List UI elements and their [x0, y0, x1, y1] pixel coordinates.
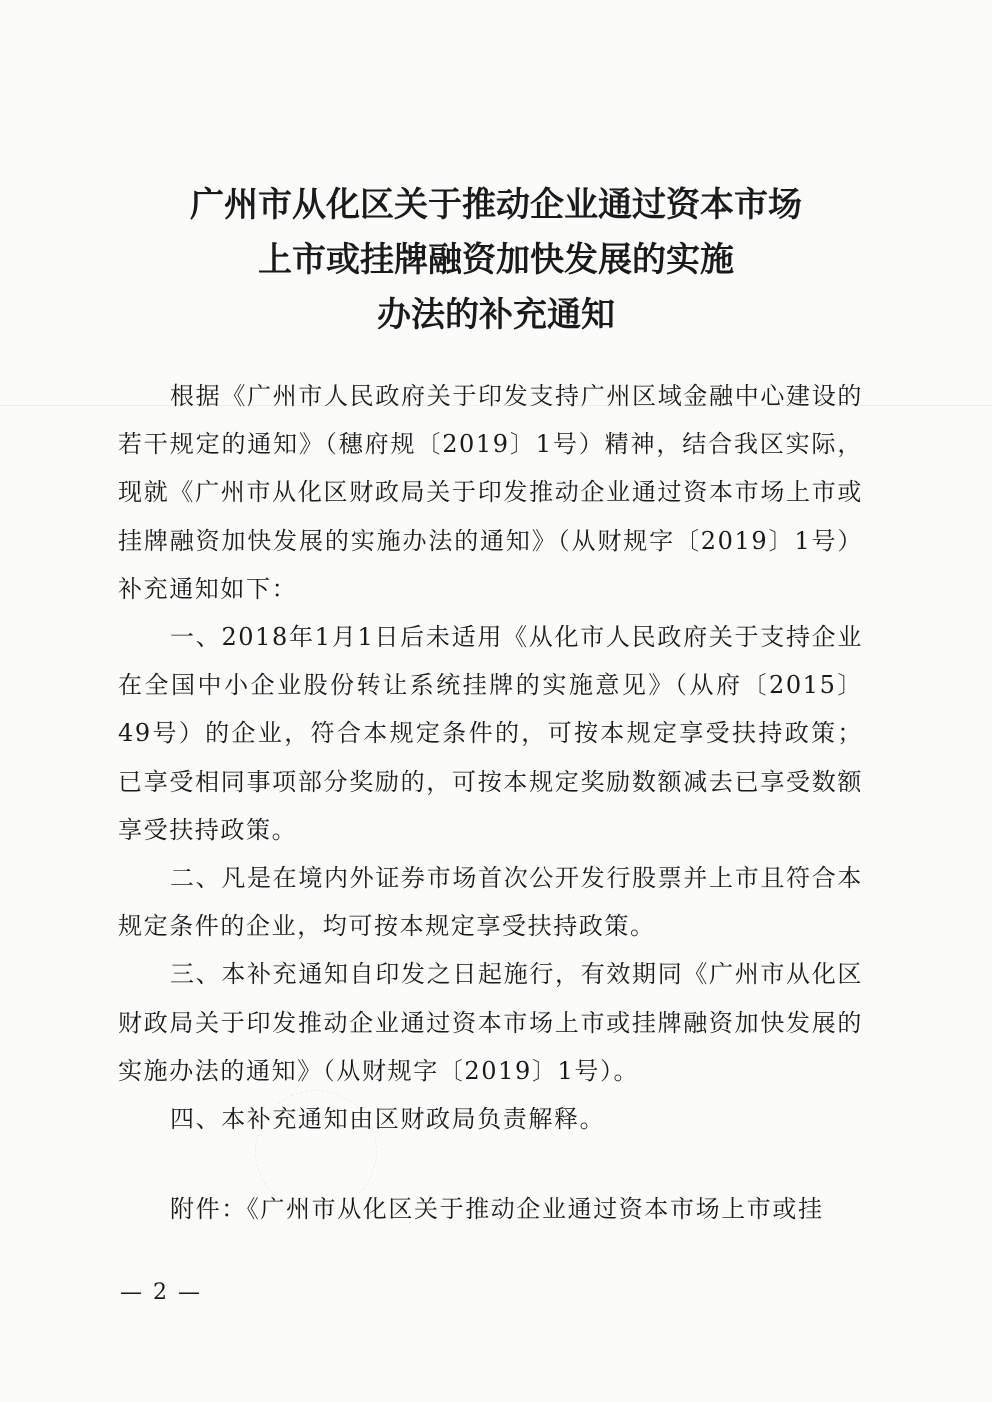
attachment-line: 附件：《广州市从化区关于推动企业通过资本市场上市或挂	[170, 1195, 824, 1223]
document-title	[100, 178, 892, 343]
paragraph-item-3: 三、本补充通知自印发之日起施行，有效期同《广州市从化区财政局关于印发推动企业通过资本市场上市或挂牌融资加快发展的实施办法的通知》（从财规字〔2019〕1号）。	[118, 960, 863, 1085]
paragraph-intro: 根据《广州市人民政府关于印发支持广州区域金融中心建设的若干规定的通知》（穗府规〔2019〕1号）精神，结合我区实际，现就《广州市从化区财政局关于印发推动企业通过资本市场上市或挂牌融资加快发展的实施办法的通知》（从财规字〔2019〕1号）补充通知如下：	[118, 382, 863, 603]
paragraph-item-4: 四、本补充通知由区财政局负责解释。	[170, 1105, 606, 1134]
title-line-1: 广州市从化区关于推动企业通过资本市场	[190, 185, 802, 225]
document-body	[118, 372, 863, 1143]
title-line-2: 上市或挂牌融资加快发展的实施	[258, 240, 734, 280]
title-line-3: 办法的补充通知	[377, 295, 615, 335]
paragraph-item-1: 一、2018年1月1日后未适用《从化市人民政府关于支持企业在全国中小企业股份转让系统挂牌的实施意见》（从府〔2015〕49号）的企业，符合本规定条件的，可按本规定享受扶持政策；已享受相同事项部分奖励的，可按本规定奖励数额减去已享受数额享受扶持政策。	[118, 623, 863, 844]
page-number: — 2 —	[120, 1280, 202, 1305]
paragraph-item-2: 二、凡是在境内外证券市场首次公开发行股票并上市且符合本规定条件的企业，均可按本规定享受扶持政策。	[118, 864, 863, 941]
